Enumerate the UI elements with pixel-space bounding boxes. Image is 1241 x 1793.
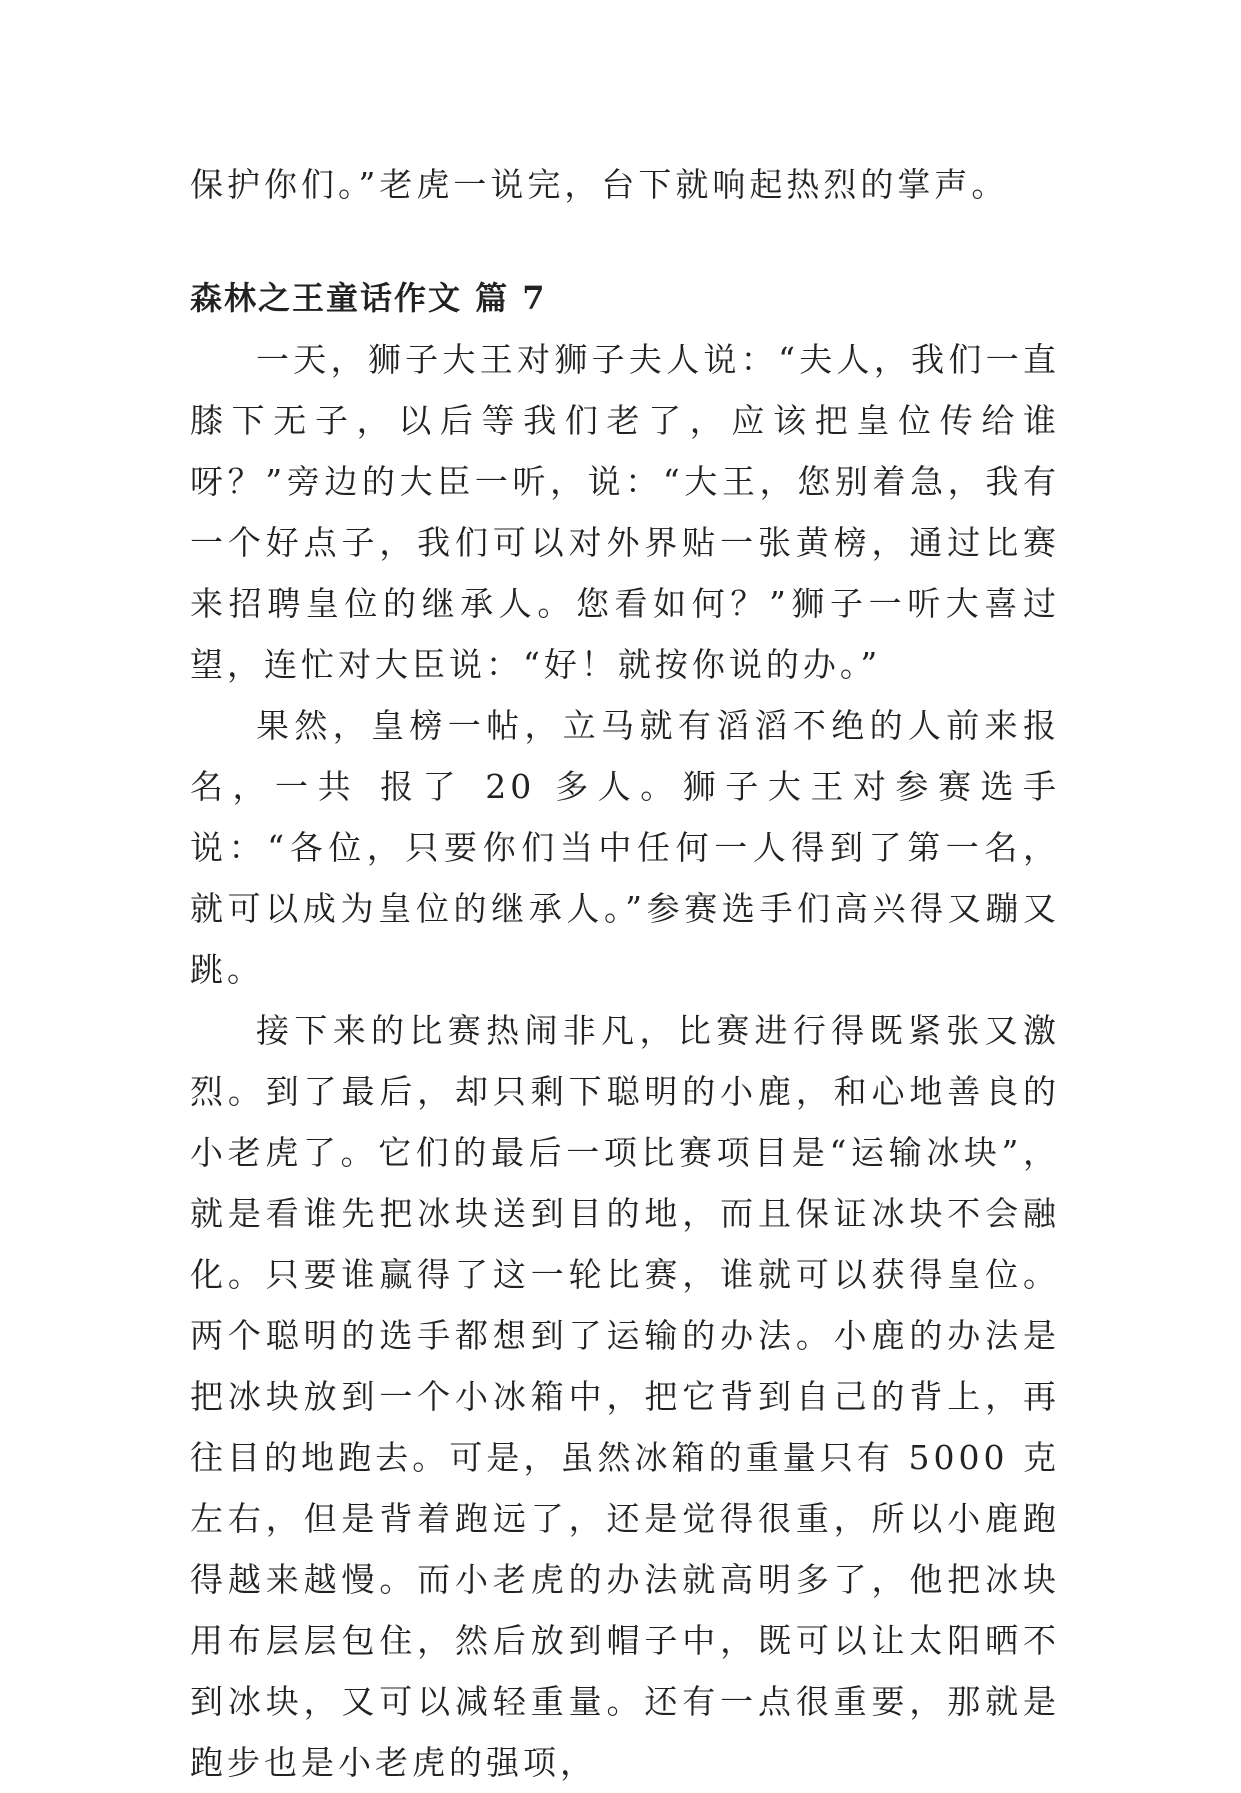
article-body [190, 329, 1060, 1793]
paragraph-1: 一天，狮子大王对狮子夫人说：“夫人，我们一直膝下无子，以后等我们老了，应该把皇位传给谁呀？”旁边的大臣一听，说：“大王，您别着急，我有一个好点子，我们可以对外界贴一张黄榜，通过比赛来招聘皇位的继承人。您看如何？”狮子一听大喜过望，连忙对大臣说：“好！就按你说的办。” [190, 340, 1060, 684]
paragraph-2: 果然，皇榜一帖，立马就有滔滔不绝的人前来报名，一共 报了 20 多人。狮子大王对参赛选手说：“各位，只要你们当中任何一人得到了第一名，就可以成为皇位的继承人。”参赛选手们高兴得又蹦又跳。 [190, 706, 1060, 989]
section-title: 森林之王童话作文 篇 7 [190, 279, 547, 317]
continuation-text: 保护你们。”老虎一说完，台下就响起热烈的掌声。 [190, 165, 1009, 204]
paragraph-3: 接下来的比赛热闹非凡，比赛进行得既紧张又激烈。到了最后，却只剩下聪明的小鹿，和心地善良的小老虎了。它们的最后一项比赛项目是“运输冰块”，就是看谁先把冰块送到目的地，而且保证冰块不会融化。只要谁赢得了这一轮比赛，谁就可以获得皇位。两个聪明的选手都想到了运输的办法。小鹿的办法是把冰块放到一个小冰箱中，把它背到自己的背上，再往目的地跑去。可是，虽然冰箱的重量只有 5000 克左右，但是背着跑远了，还是觉得很重，所以小鹿跑得越来越慢。而小老虎的办法就高明多了，他把冰块用布层层包住，然后放到帽子中，既可以让太阳晒不到冰块，又可以减轻重量。还有一点很重要，那就是跑步也是小老虎的强项， [190, 1011, 1060, 1782]
